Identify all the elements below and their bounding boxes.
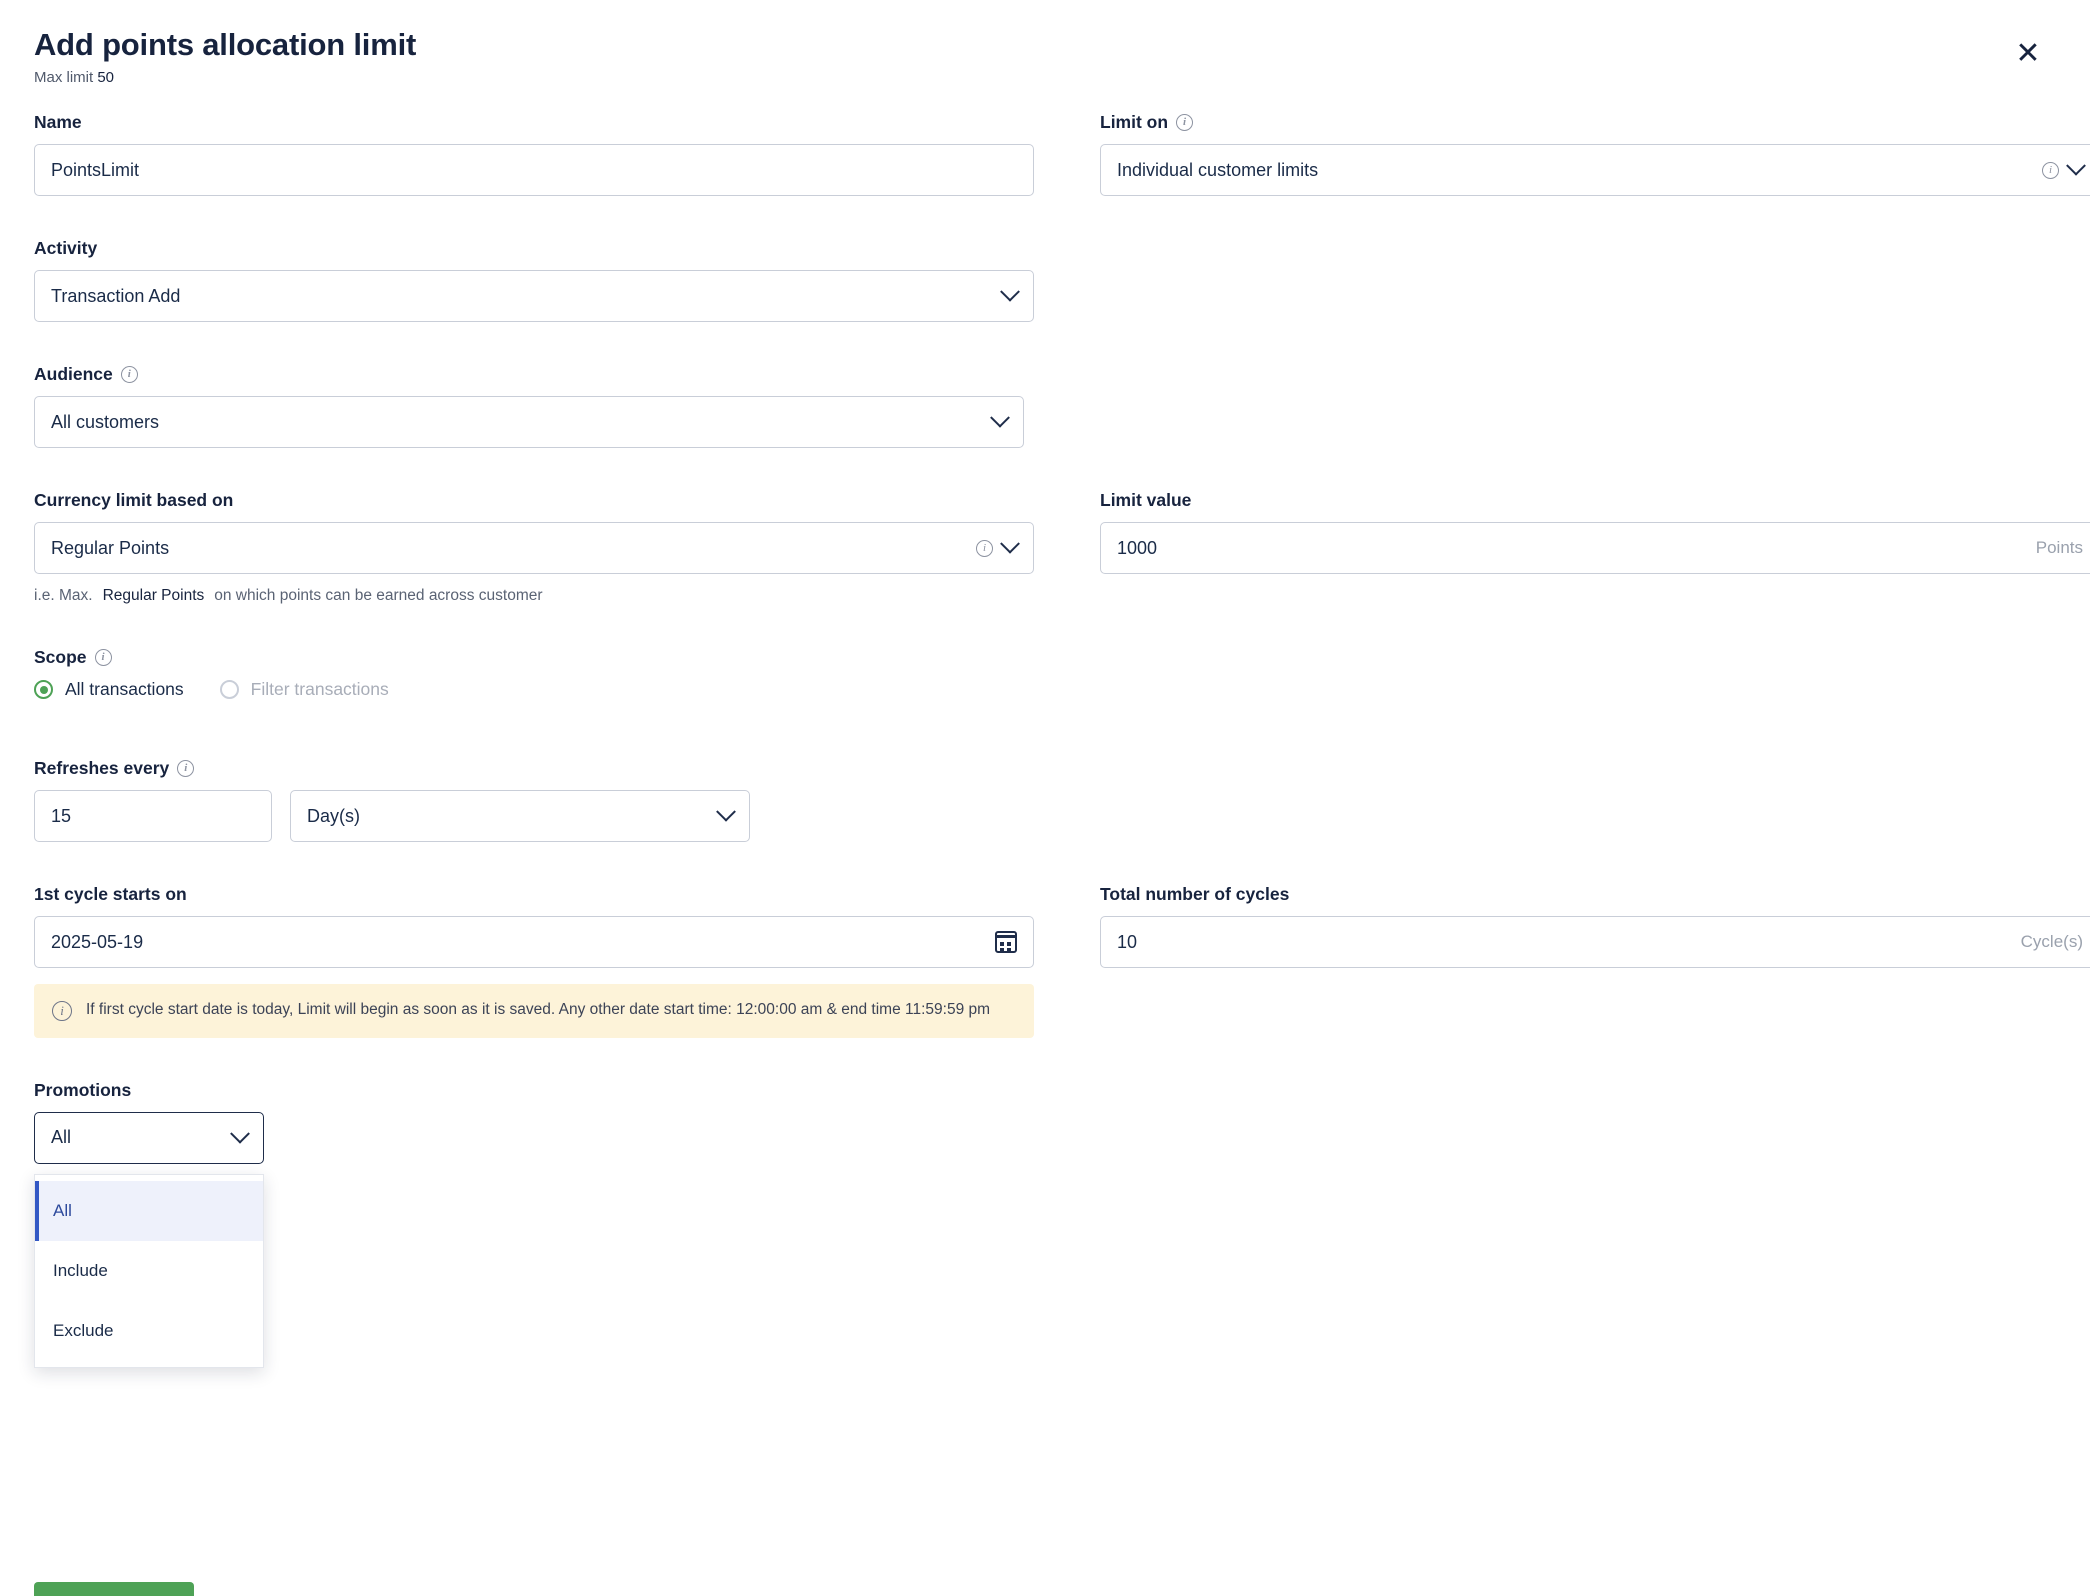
promotions-option-exclude[interactable] — [35, 1301, 263, 1361]
currency-limit-value: Regular Points — [51, 537, 170, 558]
first-cycle-date-value: 2025-05-19 — [51, 931, 144, 952]
name-input-value: PointsLimit — [51, 159, 140, 180]
refreshes-every-unit-select[interactable] — [290, 790, 750, 842]
max-limit-line — [34, 69, 2056, 86]
field-activity — [34, 238, 1064, 322]
field-first-cycle-starts-on — [34, 884, 1064, 1037]
scope-option-label: All transactions — [65, 679, 184, 700]
refreshes-every-label-text: Refreshes every — [34, 758, 170, 779]
refreshes-every-controls — [34, 790, 1064, 842]
promotions-label-text: Promotions — [34, 1079, 132, 1100]
first-cycle-date-input[interactable] — [34, 916, 1034, 968]
promotions-dropdown-menu — [34, 1174, 264, 1368]
name-label-text: Name — [34, 112, 82, 133]
info-icon: i — [52, 1001, 72, 1021]
field-audience — [34, 364, 1064, 448]
spacer — [1100, 1080, 2090, 1164]
spacer — [1100, 364, 2090, 448]
total-cycles-input[interactable] — [1100, 916, 2090, 968]
helper-suffix: on which points can be earned across customer — [214, 587, 543, 605]
calendar-icon[interactable] — [995, 931, 1017, 953]
max-limit-value: 50 — [97, 69, 115, 87]
audience-select[interactable] — [34, 396, 1024, 448]
promotions-select[interactable] — [34, 1112, 264, 1164]
limit-value-input[interactable] — [1100, 522, 2090, 574]
helper-prefix: i.e. Max. — [34, 587, 93, 605]
limit-value-text: 1000 — [1117, 537, 1158, 558]
total-cycles-value: 10 — [1117, 931, 1138, 952]
activity-select[interactable] — [34, 270, 1034, 322]
refreshes-every-label — [34, 758, 1064, 779]
limit-value-label — [1100, 490, 2090, 511]
field-name — [34, 112, 1064, 196]
audience-label-text: Audience — [34, 364, 113, 385]
name-label — [34, 112, 1064, 133]
scope-option-label: Filter transactions — [250, 679, 389, 700]
chevron-down-icon[interactable] — [230, 1124, 250, 1144]
total-cycles-label — [1100, 884, 2090, 905]
name-input[interactable] — [34, 144, 1034, 196]
spacer — [1100, 238, 2090, 322]
radio-selected-icon — [34, 680, 53, 699]
info-icon[interactable]: i — [1176, 114, 1193, 131]
info-icon[interactable]: i — [95, 649, 112, 666]
activity-value: Transaction Add — [51, 285, 181, 306]
promotions-option-label: Include — [53, 1260, 108, 1280]
chevron-down-icon[interactable] — [716, 802, 736, 822]
total-cycles-unit: Cycle(s) — [2020, 932, 2083, 952]
first-cycle-info-alert — [34, 984, 1034, 1037]
promotions-option-all[interactable] — [35, 1181, 263, 1241]
helper-chip: Regular Points — [102, 587, 205, 605]
page-title: Add points allocation limit — [34, 27, 417, 62]
currency-limit-label-text: Currency limit based on — [34, 490, 234, 511]
form-grid — [34, 112, 2083, 1340]
field-refreshes-every — [34, 758, 1064, 842]
max-limit-label: Max limit — [34, 69, 94, 87]
limit-value-unit: Points — [2035, 538, 2083, 558]
currency-limit-label — [34, 490, 1064, 511]
limit-value-label-text: Limit value — [1100, 490, 1192, 511]
chevron-down-icon[interactable] — [1000, 534, 1020, 554]
refreshes-every-unit-value: Day(s) — [307, 805, 360, 826]
promotions-option-label: Exclude — [53, 1320, 114, 1340]
limit-on-label — [1100, 112, 2090, 133]
scope-option-filter-transactions — [220, 679, 389, 700]
field-limit-value — [1100, 490, 2090, 605]
promotions-label — [34, 1080, 1064, 1101]
refreshes-every-input[interactable] — [34, 790, 272, 842]
limit-on-adornments — [2042, 162, 2083, 179]
refreshes-every-value: 15 — [51, 805, 72, 826]
info-icon[interactable]: i — [2042, 162, 2059, 179]
promotions-option-label: All — [53, 1200, 72, 1220]
scope-label-text: Scope — [34, 647, 87, 668]
chevron-down-icon[interactable] — [2066, 156, 2086, 176]
field-currency-limit-based-on — [34, 490, 1064, 605]
alert-text: If first cycle start date is today, Limit will begin as soon as it is saved. Any other date start time: 12:00:00 am & end time 11:59:59 pm — [86, 1001, 991, 1019]
first-cycle-label — [34, 884, 1064, 905]
field-scope — [34, 647, 1064, 700]
limit-on-label-text: Limit on — [1100, 112, 1169, 133]
limit-on-value: Individual customer limits — [1117, 159, 1319, 180]
save-button[interactable] — [34, 1582, 194, 1596]
promotions-option-include[interactable] — [35, 1241, 263, 1301]
close-icon[interactable]: ✕ — [2015, 37, 2041, 70]
info-icon[interactable]: i — [177, 760, 194, 777]
audience-value: All customers — [51, 411, 160, 432]
promotions-value: All — [51, 1127, 72, 1148]
spacer — [1100, 647, 2090, 700]
limit-on-select[interactable] — [1100, 144, 2090, 196]
chevron-down-icon[interactable] — [1000, 282, 1020, 302]
audience-label — [34, 364, 1064, 385]
radio-unselected-icon — [220, 680, 239, 699]
promotions-select-wrapper — [34, 1112, 264, 1340]
scope-option-all-transactions[interactable] — [34, 679, 184, 700]
scope-radio-group — [34, 679, 1064, 700]
field-promotions — [34, 1079, 1064, 1340]
info-icon[interactable]: i — [976, 540, 993, 557]
first-cycle-label-text: 1st cycle starts on — [34, 884, 187, 905]
chevron-down-icon[interactable] — [990, 408, 1010, 428]
total-cycles-label-text: Total number of cycles — [1100, 884, 1290, 905]
currency-limit-adornments — [976, 540, 1017, 557]
scope-label — [34, 647, 1064, 668]
field-total-number-of-cycles — [1100, 884, 2090, 1037]
activity-label — [34, 238, 1064, 259]
modal-header — [34, 26, 2056, 86]
info-icon[interactable]: i — [121, 366, 138, 383]
currency-limit-select[interactable] — [34, 522, 1034, 574]
spacer — [1100, 758, 2090, 842]
field-limit-on — [1100, 112, 2090, 196]
activity-label-text: Activity — [34, 238, 98, 259]
currency-limit-helper — [34, 587, 1064, 605]
